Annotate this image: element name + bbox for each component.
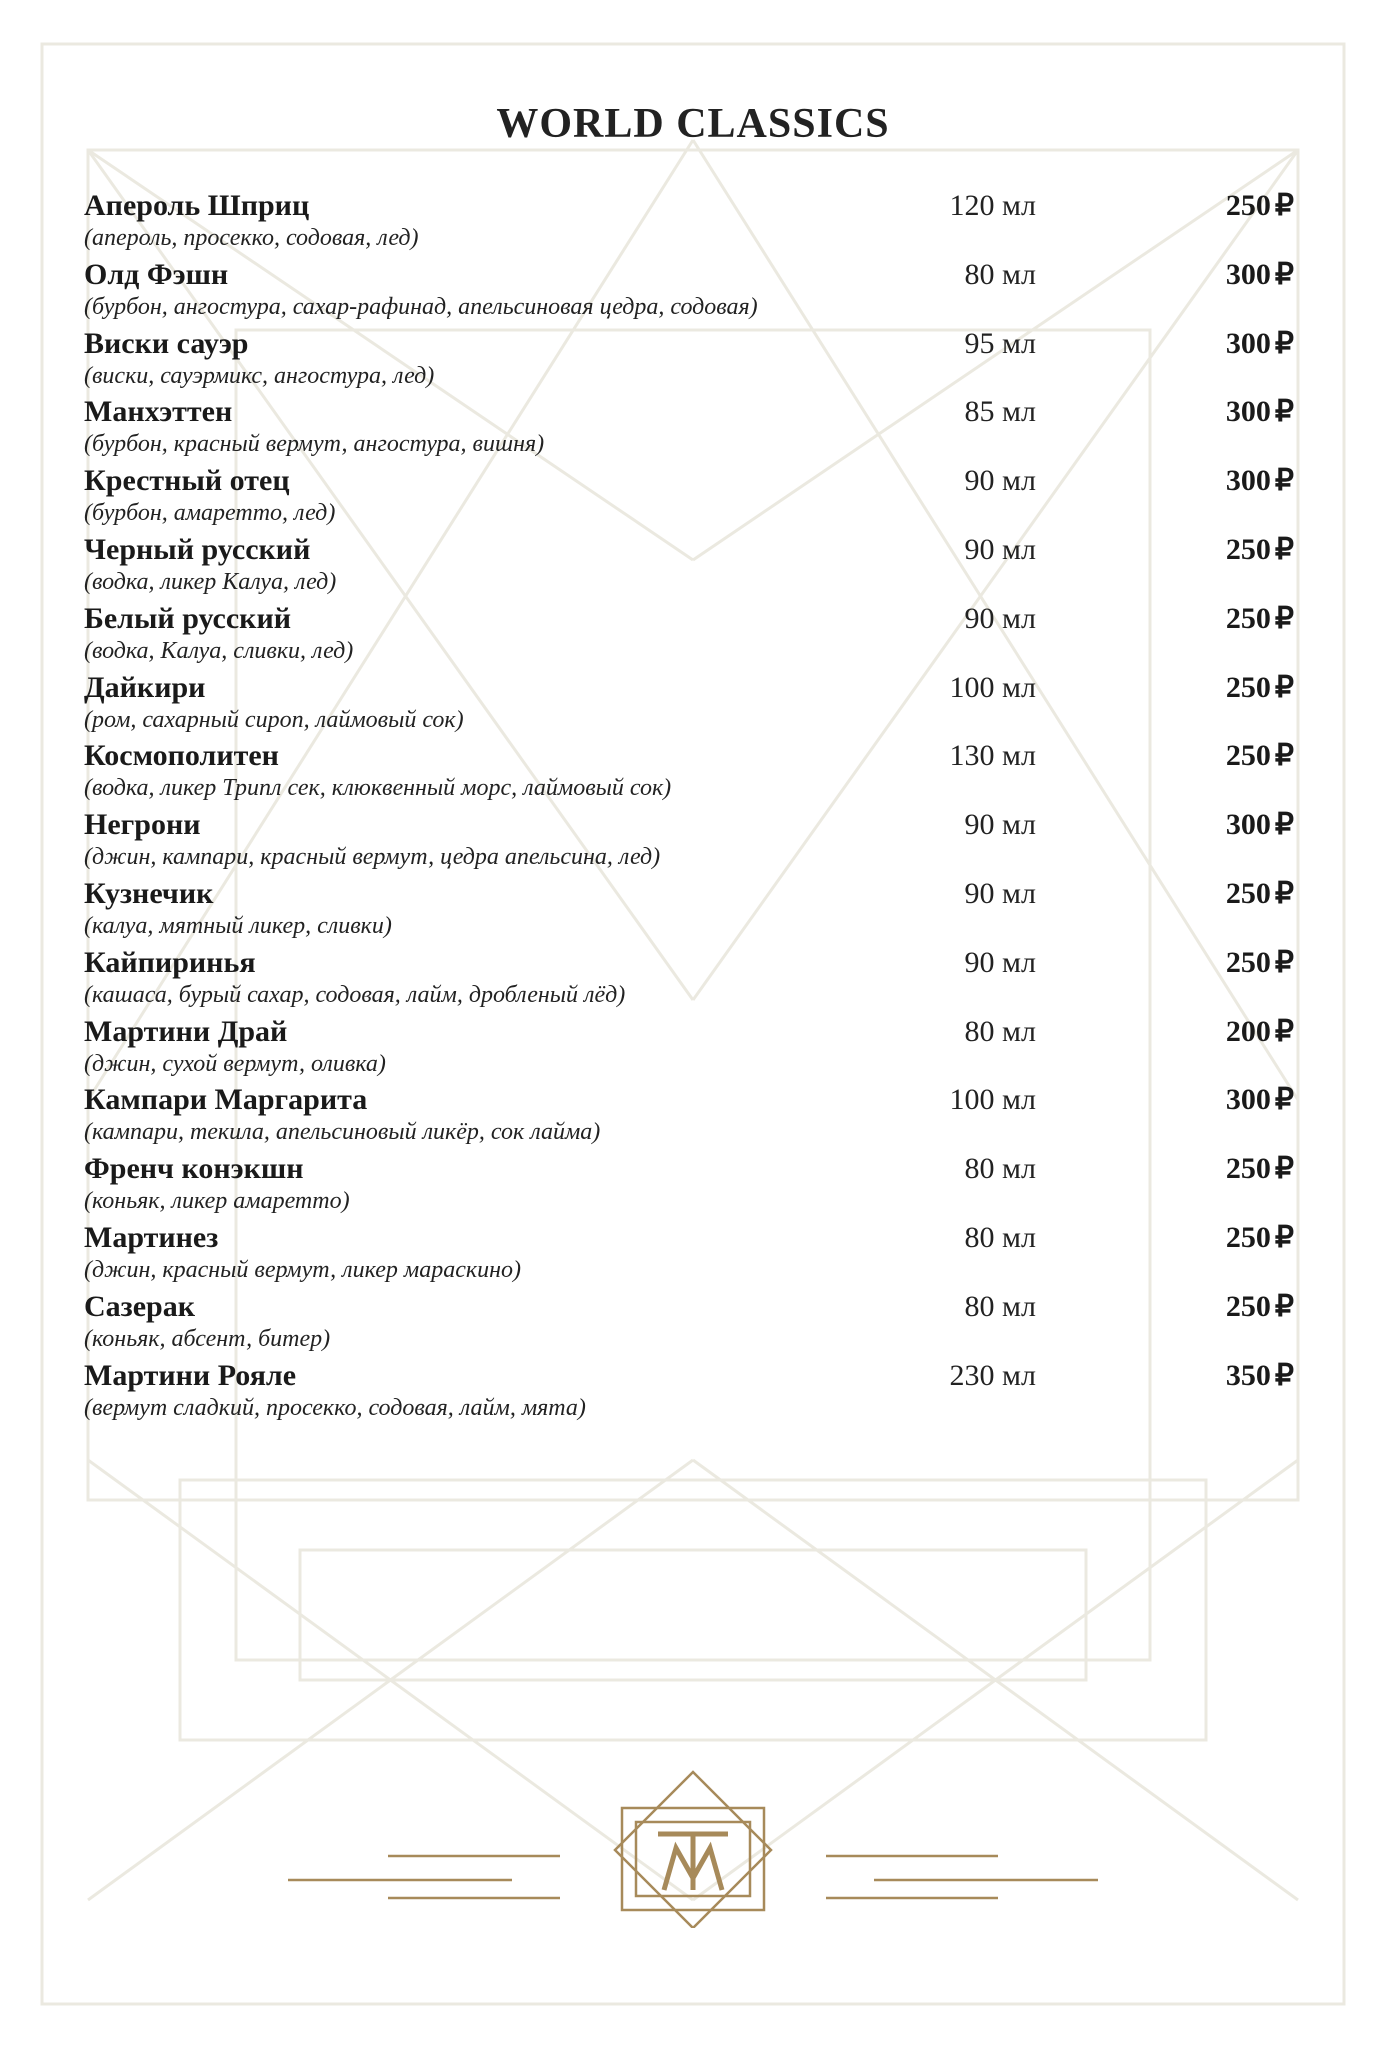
item-name: Кузнечик bbox=[84, 876, 214, 910]
item-price bbox=[1174, 532, 1294, 568]
list-item bbox=[84, 1220, 1294, 1289]
item-price bbox=[1174, 807, 1294, 843]
currency-symbol: ₽ bbox=[1274, 945, 1294, 979]
item-price bbox=[1174, 1014, 1294, 1050]
item-description: (водка, Калуа, сливки, лед) bbox=[84, 637, 354, 664]
item-volume: 230 мл bbox=[949, 1358, 1036, 1392]
item-price bbox=[1174, 1358, 1294, 1394]
item-name: Мартини Рояле bbox=[84, 1358, 297, 1392]
item-description: (виски, сауэрмикс, ангостура, лед) bbox=[84, 362, 435, 389]
item-description: (бурбон, амаретто, лед) bbox=[84, 500, 336, 527]
item-volume: 90 мл bbox=[964, 945, 1036, 979]
cocktail-list bbox=[84, 188, 1294, 1426]
list-item bbox=[84, 876, 1294, 945]
price-value: 250 bbox=[1225, 189, 1271, 222]
currency-symbol: ₽ bbox=[1274, 739, 1294, 773]
item-name: Кампари Маргарита bbox=[84, 1083, 368, 1117]
item-price bbox=[1174, 1151, 1294, 1187]
item-name: Виски сауэр bbox=[84, 326, 249, 360]
item-volume: 95 мл bbox=[964, 326, 1036, 360]
currency-symbol: ₽ bbox=[1274, 189, 1294, 222]
price-value: 250 bbox=[1225, 1152, 1271, 1186]
page-title: WORLD CLASSICS bbox=[496, 101, 890, 147]
price-value: 250 bbox=[1225, 532, 1271, 566]
item-description: (ром, сахарный сироп, лаймовый сок) bbox=[84, 706, 464, 733]
item-volume: 90 мл bbox=[964, 876, 1036, 910]
logo-emblem bbox=[280, 1768, 1106, 1928]
currency-symbol: ₽ bbox=[1274, 326, 1294, 360]
price-value: 250 bbox=[1225, 601, 1271, 635]
item-name: Крестный отец bbox=[84, 464, 290, 498]
item-price bbox=[1174, 945, 1294, 981]
item-price bbox=[1174, 188, 1294, 224]
currency-symbol: ₽ bbox=[1274, 1358, 1294, 1392]
item-volume: 90 мл bbox=[964, 808, 1036, 842]
item-description: (коньяк, ликер амаретто) bbox=[84, 1188, 350, 1215]
item-name: Кайпиринья bbox=[84, 945, 256, 979]
item-description: (вермут сладкий, просекко, содовая, лайм, мята) bbox=[84, 1394, 586, 1421]
price-value: 300 bbox=[1225, 326, 1271, 360]
item-price bbox=[1174, 326, 1294, 362]
price-value: 300 bbox=[1225, 1083, 1271, 1117]
currency-symbol: ₽ bbox=[1274, 808, 1294, 842]
item-volume: 80 мл bbox=[964, 1289, 1036, 1323]
item-name: Олд Фэшн bbox=[84, 257, 229, 291]
item-description: (кашаса, бурый сахар, содовая, лайм, дробленый лёд) bbox=[84, 981, 626, 1008]
item-volume: 100 мл bbox=[949, 670, 1036, 704]
item-name: Мартинез bbox=[84, 1220, 219, 1254]
item-description: (джин, красный вермут, ликер мараскино) bbox=[84, 1256, 522, 1283]
price-value: 250 bbox=[1225, 670, 1271, 704]
price-value: 250 bbox=[1225, 876, 1271, 910]
list-item bbox=[84, 532, 1294, 601]
list-item bbox=[84, 1358, 1294, 1427]
item-name: Сазерак bbox=[84, 1289, 196, 1323]
item-description: (бурбон, ангостура, сахар-рафинад, апельсиновая цедра, содовая) bbox=[84, 293, 758, 320]
item-description: (джин, кампари, красный вермут, цедра апельсина, лед) bbox=[84, 844, 661, 871]
item-price bbox=[1174, 738, 1294, 774]
price-value: 300 bbox=[1225, 257, 1271, 291]
currency-symbol: ₽ bbox=[1274, 876, 1294, 910]
list-item bbox=[84, 670, 1294, 739]
item-price bbox=[1174, 1220, 1294, 1256]
list-item bbox=[84, 601, 1294, 670]
list-item bbox=[84, 463, 1294, 532]
item-description: (кампари, текила, апельсиновый ликёр, сок лайма) bbox=[84, 1119, 601, 1146]
item-volume: 80 мл bbox=[964, 1220, 1036, 1254]
item-volume: 90 мл bbox=[964, 464, 1036, 498]
price-value: 250 bbox=[1225, 1220, 1271, 1254]
currency-symbol: ₽ bbox=[1274, 1220, 1294, 1254]
list-item bbox=[84, 945, 1294, 1014]
item-volume: 100 мл bbox=[949, 1083, 1036, 1117]
list-item bbox=[84, 1014, 1294, 1083]
item-price bbox=[1174, 394, 1294, 430]
item-name: Мартини Драй bbox=[84, 1014, 288, 1048]
item-price bbox=[1174, 876, 1294, 912]
currency-symbol: ₽ bbox=[1274, 464, 1294, 498]
currency-symbol: ₽ bbox=[1274, 1014, 1294, 1048]
item-price bbox=[1174, 1082, 1294, 1118]
currency-symbol: ₽ bbox=[1274, 257, 1294, 291]
item-description: (бурбон, красный вермут, ангостура, вишня) bbox=[84, 431, 545, 458]
item-volume: 80 мл bbox=[964, 257, 1036, 291]
item-volume: 90 мл bbox=[964, 532, 1036, 566]
item-name: Белый русский bbox=[84, 601, 292, 635]
price-value: 250 bbox=[1225, 739, 1271, 773]
item-price bbox=[1174, 257, 1294, 293]
price-value: 300 bbox=[1225, 395, 1271, 429]
list-item bbox=[84, 326, 1294, 395]
list-item bbox=[84, 1289, 1294, 1358]
item-description: (водка, ликер Калуа, лед) bbox=[84, 568, 337, 595]
list-item bbox=[84, 188, 1294, 257]
item-volume: 80 мл bbox=[964, 1152, 1036, 1186]
item-name: Манхэттен bbox=[84, 395, 233, 429]
item-volume: 130 мл bbox=[949, 739, 1036, 773]
item-volume: 120 мл bbox=[949, 189, 1036, 222]
price-value: 350 bbox=[1225, 1358, 1271, 1392]
item-price bbox=[1174, 601, 1294, 637]
item-volume: 80 мл bbox=[964, 1014, 1036, 1048]
item-price bbox=[1174, 463, 1294, 499]
currency-symbol: ₽ bbox=[1274, 395, 1294, 429]
currency-symbol: ₽ bbox=[1274, 1289, 1294, 1323]
item-description: (водка, ликер Трипл сек, клюквенный морс, лаймовый сок) bbox=[84, 775, 672, 802]
currency-symbol: ₽ bbox=[1274, 1152, 1294, 1186]
item-description: (коньяк, абсент, битер) bbox=[84, 1325, 331, 1352]
price-value: 300 bbox=[1225, 808, 1271, 842]
list-item bbox=[84, 1151, 1294, 1220]
price-value: 250 bbox=[1225, 1289, 1271, 1323]
item-description: (джин, сухой вермут, оливка) bbox=[84, 1050, 386, 1077]
item-price bbox=[1174, 670, 1294, 706]
price-value: 250 bbox=[1225, 945, 1271, 979]
item-volume: 85 мл bbox=[964, 395, 1036, 429]
list-item bbox=[84, 394, 1294, 463]
list-item bbox=[84, 807, 1294, 876]
list-item bbox=[84, 1082, 1294, 1151]
item-name: Френч конэкшн bbox=[84, 1152, 304, 1186]
item-name: Дайкири bbox=[84, 670, 206, 704]
item-name: Космополитен bbox=[84, 739, 279, 773]
price-value: 200 bbox=[1225, 1014, 1271, 1048]
currency-symbol: ₽ bbox=[1274, 601, 1294, 635]
item-volume: 90 мл bbox=[964, 601, 1036, 635]
item-name: Апероль Шприц bbox=[84, 189, 310, 222]
currency-symbol: ₽ bbox=[1274, 532, 1294, 566]
list-item bbox=[84, 257, 1294, 326]
currency-symbol: ₽ bbox=[1274, 1083, 1294, 1117]
item-name: Черный русский bbox=[84, 532, 311, 566]
currency-symbol: ₽ bbox=[1274, 670, 1294, 704]
item-name: Негрони bbox=[84, 808, 201, 842]
item-price bbox=[1174, 1289, 1294, 1325]
list-item bbox=[84, 738, 1294, 807]
item-description: (калуа, мятный ликер, сливки) bbox=[84, 912, 392, 939]
price-value: 300 bbox=[1225, 464, 1271, 498]
item-description: (апероль, просекко, содовая, лед) bbox=[84, 225, 419, 251]
